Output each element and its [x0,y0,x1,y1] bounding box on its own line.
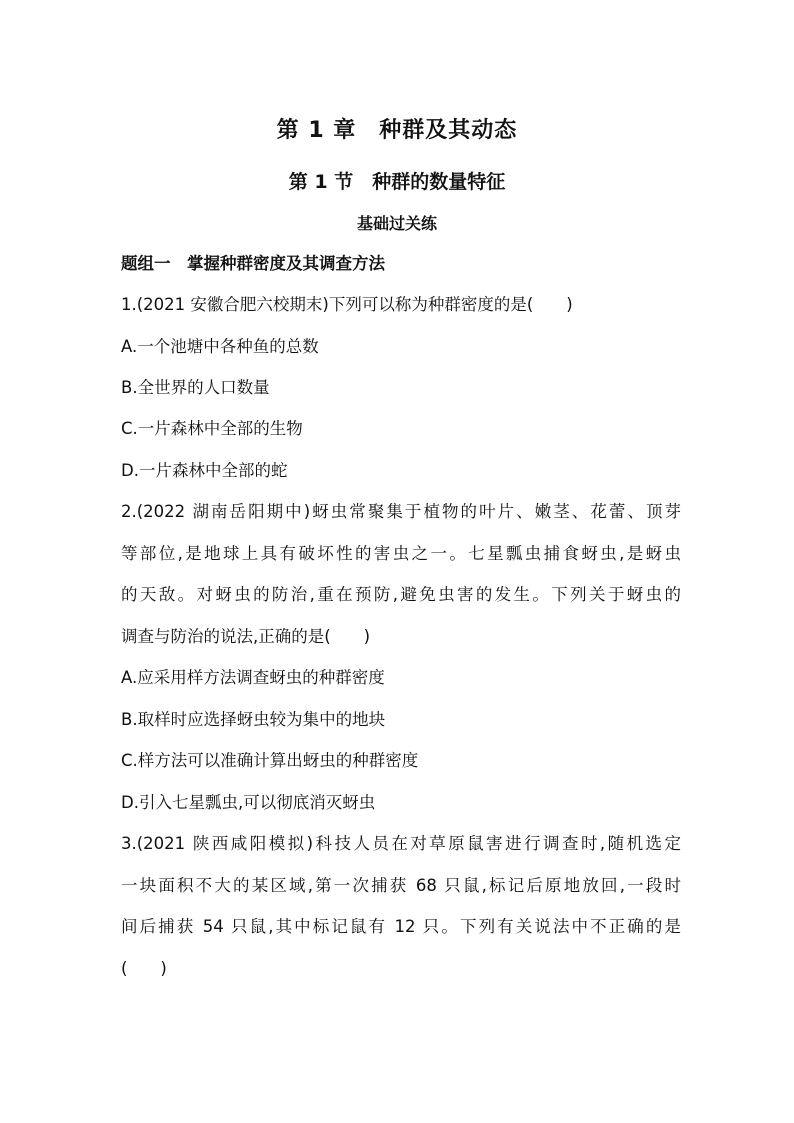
section-title: 第 1 节 种群的数量特征 [288,171,506,193]
chapter-title: 第 1 章 种群及其动态 [276,118,518,143]
question-1-option-d: D.一片森林中全部的蛇 [121,461,288,480]
question-3-stem-line: 3.(2021 陕西咸阳模拟)科技人员在对草原鼠害进行调查时,随机选定 [121,834,681,853]
question-3-stem-line: 一块面积不大的某区域,第一次捕获 68 只鼠,标记后原地放回,一段时 [121,876,681,895]
group-title: 题组一 掌握种群密度及其调查方法 [121,254,385,273]
question-2-stem-line: 等部位,是地球上具有破坏性的害虫之一。七星瓢虫捕食蚜虫,是蚜虫 [121,544,681,563]
question-1-option-b: B.全世界的人口数量 [121,378,270,397]
question-2-option-d: D.引入七星瓢虫,可以彻底消灭蚜虫 [121,793,376,812]
question-2-option-c: C.样方法可以准确计算出蚜虫的种群密度 [121,751,419,770]
question-1-option-a: A.一个池塘中各种鱼的总数 [121,337,319,356]
question-2-stem-line: 的天敌。对蚜虫的防治,重在预防,避免虫害的发生。下列关于蚜虫的 [121,585,681,604]
question-3-stem-line: 间后捕获 54 只鼠,其中标记鼠有 12 只。下列有关说法中不正确的是 [121,917,681,936]
question-3-stem-line: ( ) [121,959,167,978]
question-1-option-c: C.一片森林中全部的生物 [121,419,303,438]
question-2-option-b: B.取样时应选择蚜虫较为集中的地块 [121,710,386,729]
practice-title: 基础过关练 [356,214,437,233]
question-1-stem-line: 1.(2021 安徽合肥六校期末)下列可以称为种群密度的是( ) [121,295,573,314]
question-2-stem-line: 调查与防治的说法,正确的是( ) [121,627,371,646]
question-2-option-a: A.应采用样方法调查蚜虫的种群密度 [121,668,385,687]
question-2-stem-line: 2.(2022 湖南岳阳期中)蚜虫常聚集于植物的叶片、嫩茎、花蕾、顶芽 [121,502,681,521]
